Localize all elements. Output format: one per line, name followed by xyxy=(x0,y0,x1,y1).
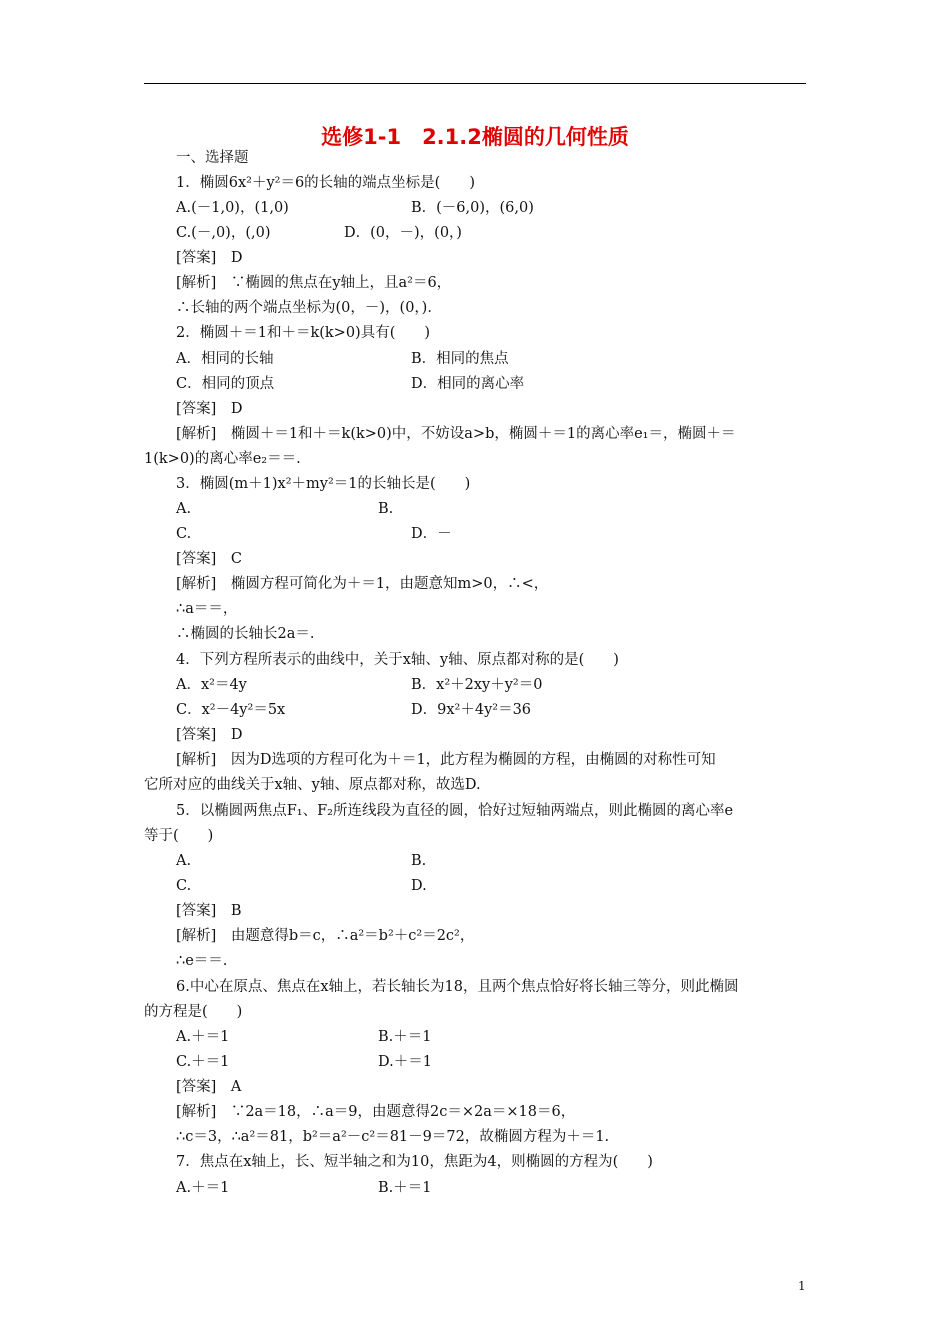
q5-analysis-2: ∴e＝＝. xyxy=(176,953,228,969)
q2-stem: 2．椭圆＋＝1和＋＝k(k>0)具有( ) xyxy=(176,325,431,341)
q2-option-c: C．相同的顶点 xyxy=(176,376,275,392)
q5-answer: [答案] B xyxy=(176,903,242,919)
q6-stem-1: 6.中心在原点、焦点在x轴上，若长轴长为18，且两个焦点恰好将长轴三等分，则此椭圆 xyxy=(176,979,739,995)
q2-option-a: A．相同的长轴 xyxy=(176,351,274,367)
q7-stem: 7．焦点在x轴上，长、短半轴之和为10，焦距为4，则椭圆的方程为( ) xyxy=(176,1154,653,1170)
q7-option-a: A.＋＝1 xyxy=(176,1180,230,1196)
q4-option-b: B．x²＋2xy＋y²＝0 xyxy=(411,677,543,693)
q4-analysis-1: [解析] 因为D选项的方程可化为＋＝1，此方程为椭圆的方程，由椭圆的对称性可知 xyxy=(176,752,716,768)
q1-answer: [答案] D xyxy=(176,250,243,266)
q3-stem: 3．椭圆(m＋1)x²＋my²＝1的长轴长是( ) xyxy=(176,476,471,492)
q1-analysis-1: [解析] ∵椭圆的焦点在y轴上，且a²＝6， xyxy=(176,275,452,291)
q2-analysis-1: [解析] 椭圆＋＝1和＋＝k(k>0)中，不妨设a>b，椭圆＋＝1的离心率e₁＝，椭圆＋＝ xyxy=(176,426,736,442)
q4-stem: 4．下列方程所表示的曲线中，关于x轴、y轴、原点都对称的是( ) xyxy=(176,652,619,668)
q4-option-c: C．x²－4y²＝5x xyxy=(176,702,286,718)
q1-option-a: A.(－1,0)，(1,0) xyxy=(176,200,289,216)
q6-analysis-2: ∴c＝3，∴a²＝81，b²＝a²－c²＝81－9＝72，故椭圆方程为＋＝1. xyxy=(176,1129,610,1145)
q4-option-d: D．9x²＋4y²＝36 xyxy=(411,702,532,718)
header-rule xyxy=(144,83,806,84)
q6-answer: [答案] A xyxy=(176,1079,242,1095)
q3-analysis-2: ∴a＝＝， xyxy=(176,601,238,617)
page-title: 选修1-1 2.1.2椭圆的几何性质 xyxy=(321,125,629,149)
q3-option-b: B. xyxy=(378,501,394,517)
q6-analysis-1: [解析] ∵2a＝18，∴a＝9，由题意得2c＝×2a＝×18＝6， xyxy=(176,1104,576,1120)
q6-option-d: D.＋＝1 xyxy=(378,1054,432,1070)
q3-option-a: A. xyxy=(176,501,192,517)
q3-analysis-3: ∴椭圆的长轴长2a＝. xyxy=(176,626,315,642)
q4-option-a: A．x²＝4y xyxy=(176,677,247,693)
q1-stem: 1．椭圆6x²＋y²＝6的长轴的端点坐标是( ) xyxy=(176,175,475,191)
q1-option-d: D．(0，－)，(0，) xyxy=(344,225,462,241)
q1-option-b: B．(－6,0)，(6,0) xyxy=(411,200,534,216)
q2-analysis-2: 1(k>0)的离心率e₂＝＝. xyxy=(144,451,301,467)
q3-option-c: C. xyxy=(176,526,192,542)
page-number: 1 xyxy=(798,1279,806,1293)
q4-answer: [答案] D xyxy=(176,727,243,743)
q2-answer: [答案] D xyxy=(176,401,243,417)
q6-option-b: B.＋＝1 xyxy=(378,1029,432,1045)
q5-stem-2: 等于( ) xyxy=(144,828,214,844)
q1-analysis-2: ∴长轴的两个端点坐标为(0，－)，(0，)． xyxy=(176,300,442,316)
q3-option-d: D．－ xyxy=(411,526,452,542)
q5-option-b: B. xyxy=(411,853,427,869)
q2-option-d: D．相同的离心率 xyxy=(411,376,525,392)
q3-answer: [答案] C xyxy=(176,551,242,567)
q5-stem-1: 5．以椭圆两焦点F₁、F₂所连线段为直径的圆，恰好过短轴两端点，则此椭圆的离心率e xyxy=(176,803,734,819)
q3-analysis-1: [解析] 椭圆方程可简化为＋＝1，由题意知m>0，∴<， xyxy=(176,576,549,592)
q6-option-c: C.＋＝1 xyxy=(176,1054,230,1070)
q1-option-c: C.(－,0)，(,0) xyxy=(176,225,271,241)
section-heading: 一、选择题 xyxy=(176,150,249,166)
q5-option-a: A. xyxy=(176,853,192,869)
q7-option-b: B.＋＝1 xyxy=(378,1180,432,1196)
q6-stem-2: 的方程是( ) xyxy=(144,1004,243,1020)
q5-option-d: D. xyxy=(411,878,427,894)
q6-option-a: A.＋＝1 xyxy=(176,1029,230,1045)
q2-option-b: B．相同的焦点 xyxy=(411,351,509,367)
q5-analysis-1: [解析] 由题意得b＝c，∴a²＝b²＋c²＝2c²， xyxy=(176,928,475,944)
q4-analysis-2: 它所对应的曲线关于x轴、y轴、原点都对称，故选D. xyxy=(144,777,481,793)
q5-option-c: C. xyxy=(176,878,192,894)
